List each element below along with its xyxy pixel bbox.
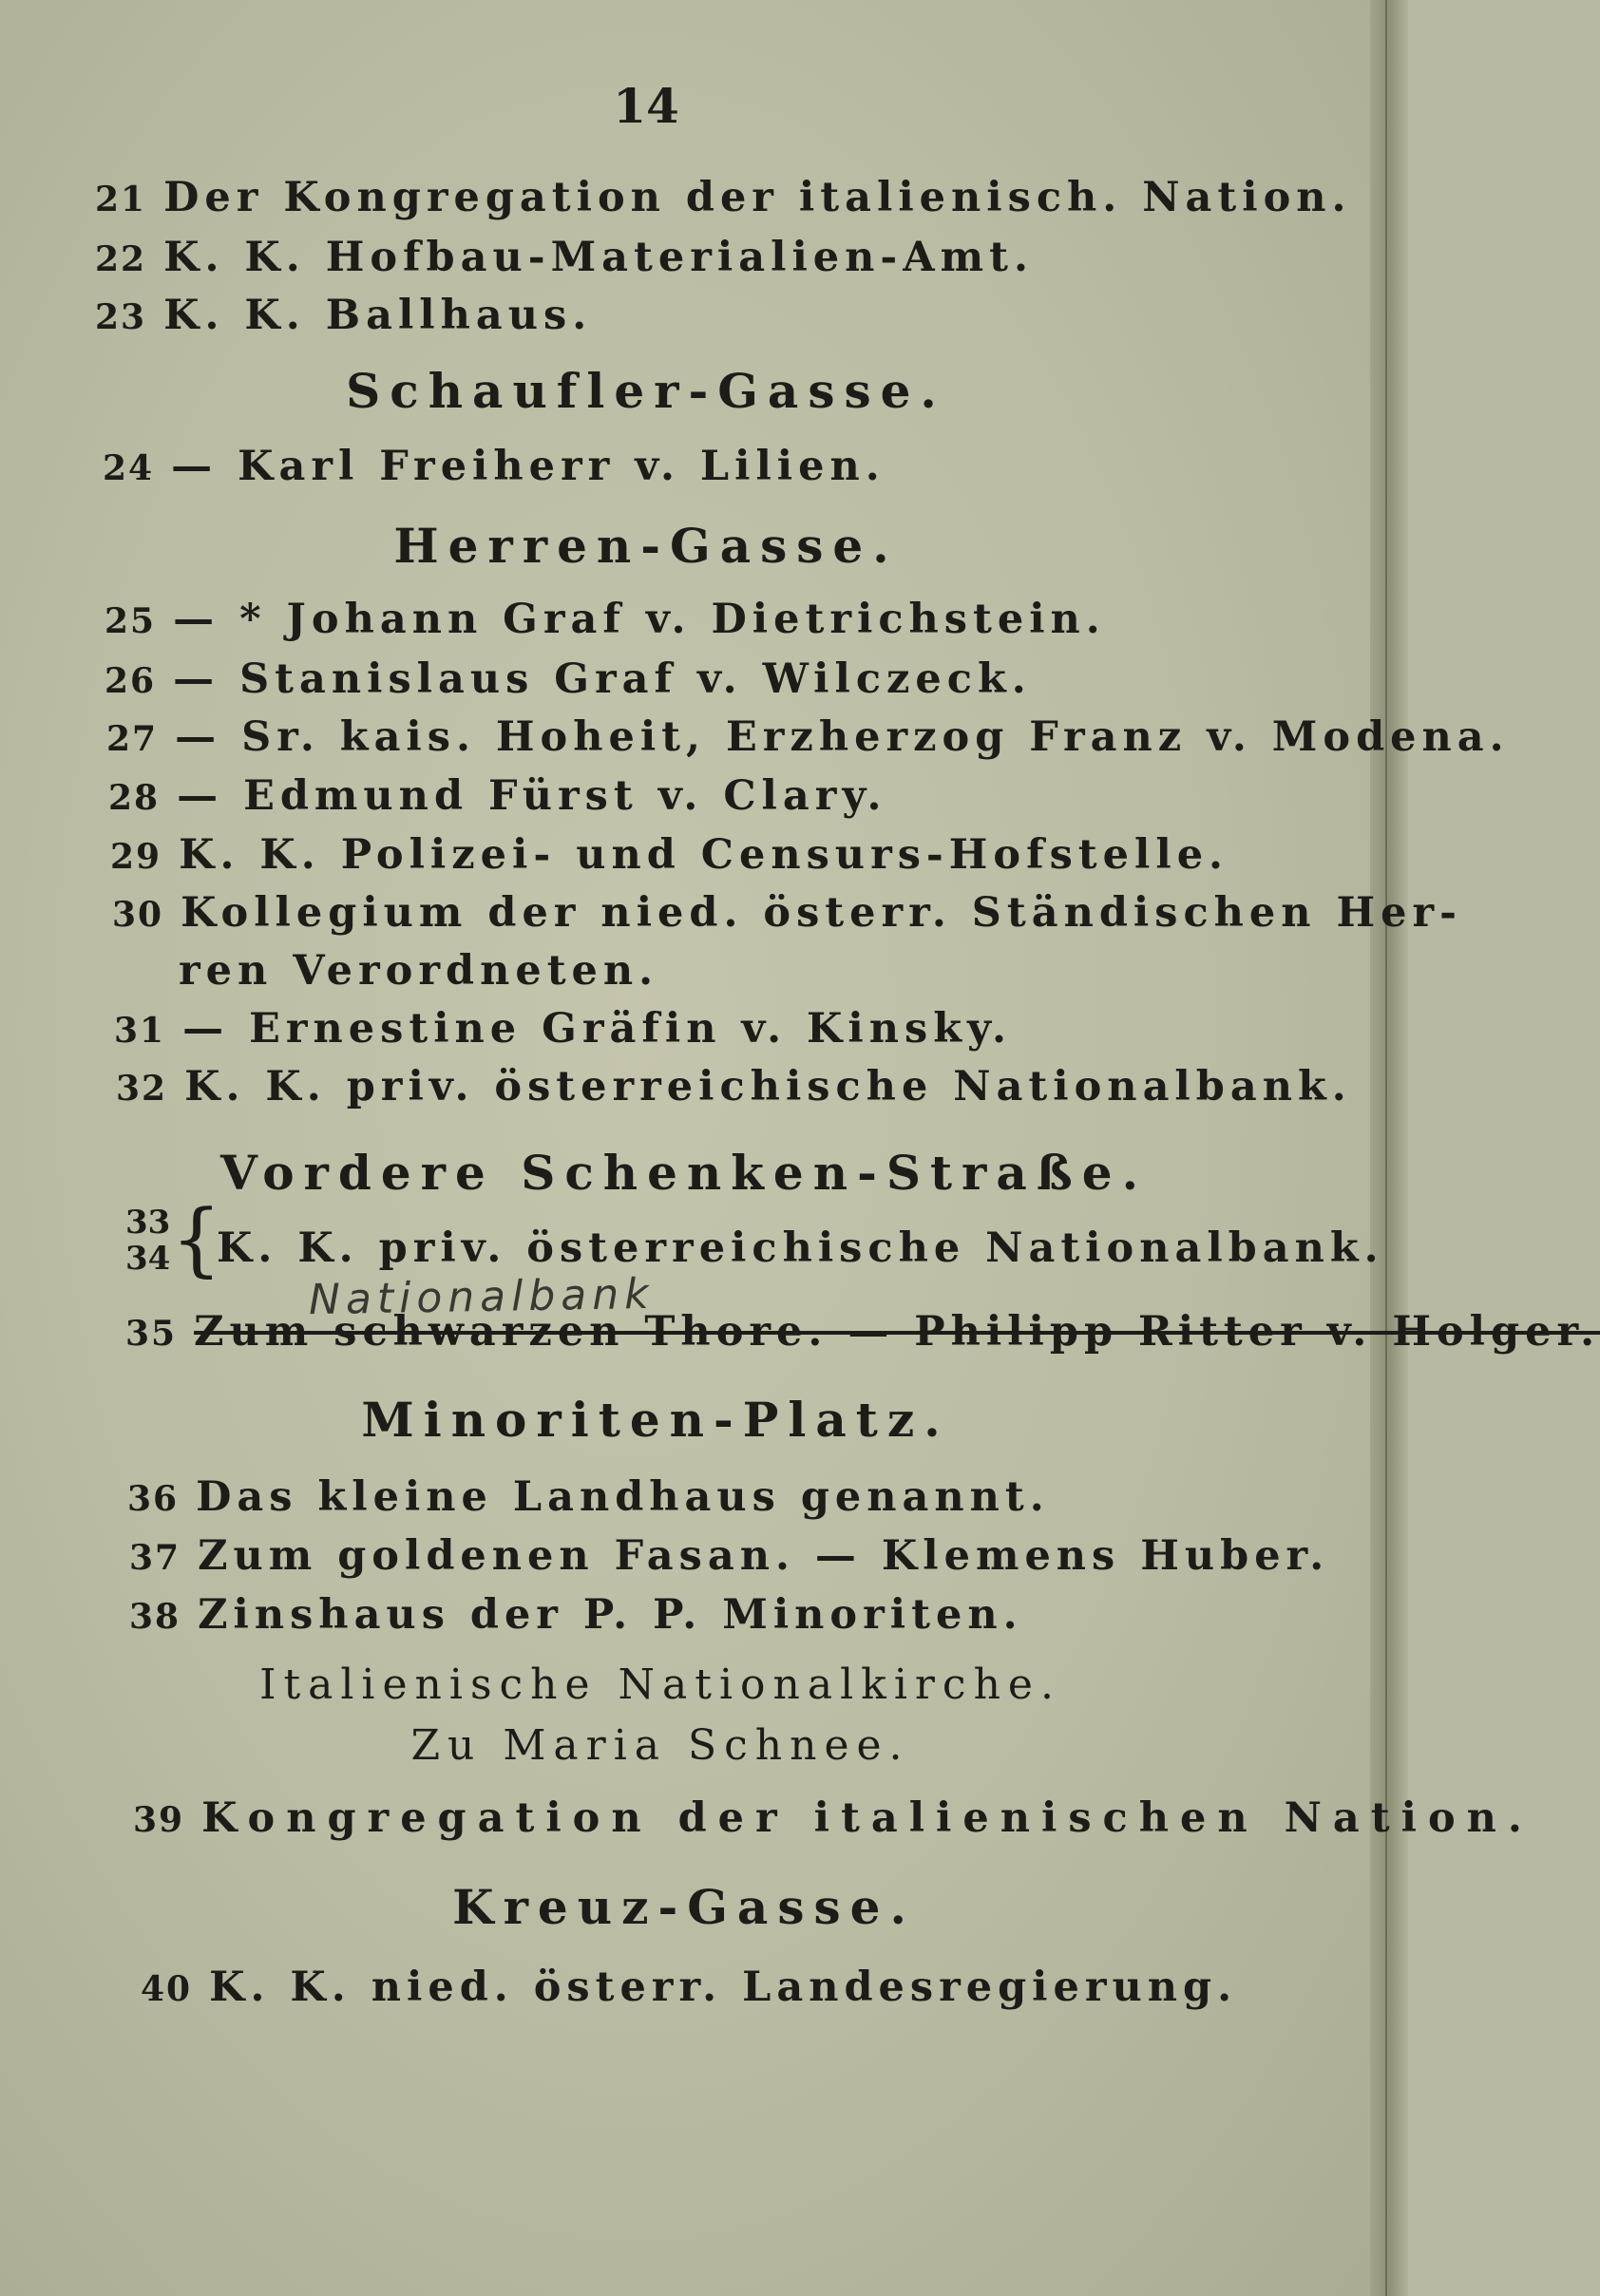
entry-text: ren Verordneten. bbox=[179, 947, 659, 995]
entry-25 bbox=[105, 595, 1106, 646]
entry-text: Kollegium der nied. österr. Ständischen Her- bbox=[181, 889, 1462, 937]
entry-37 bbox=[129, 1531, 1329, 1583]
entry-number: 31 bbox=[114, 1011, 166, 1051]
entry-number: 37 bbox=[129, 1538, 181, 1578]
entry-number: 38 bbox=[129, 1597, 181, 1637]
entry-31 bbox=[114, 1004, 1012, 1055]
entry-40 bbox=[141, 1963, 1237, 2014]
entry-number: 22 bbox=[95, 239, 147, 279]
street-heading: Minoriten-Platz. bbox=[361, 1392, 950, 1448]
entry-29 bbox=[110, 830, 1229, 882]
church-subheading: Zu Maria Schnee. bbox=[410, 1721, 910, 1770]
entry-number: 35 bbox=[125, 1314, 178, 1354]
book-spine bbox=[1370, 0, 1408, 2296]
entry-text: — * Johann Graf v. Dietrichstein. bbox=[173, 596, 1106, 643]
handwritten-annotation: Nationalbank bbox=[308, 1269, 656, 1325]
entry-text: Das kleine Landhaus genannt. bbox=[196, 1473, 1050, 1521]
street-heading: Herren-Gasse. bbox=[393, 518, 899, 574]
entry-text: K. K. priv. österreichische Nationalbank. bbox=[184, 1063, 1352, 1110]
entry-35 bbox=[125, 1307, 1600, 1358]
entry-text: — Stanislaus Graf v. Wilczeck. bbox=[173, 655, 1032, 703]
entry-27 bbox=[106, 712, 1510, 764]
entry-33-34-numbers bbox=[125, 1205, 170, 1277]
entry-26 bbox=[105, 655, 1032, 706]
entry-number: 30 bbox=[112, 895, 164, 935]
entry-text: K. K. Ballhaus. bbox=[163, 292, 593, 339]
entry-28 bbox=[108, 771, 886, 823]
entry-38 bbox=[129, 1590, 1023, 1641]
entry-21 bbox=[95, 173, 1351, 224]
entry-36 bbox=[127, 1472, 1050, 1524]
entry-30 bbox=[112, 888, 1462, 939]
entry-number: 36 bbox=[127, 1479, 180, 1519]
entry-number: 24 bbox=[103, 448, 155, 488]
entry-23 bbox=[95, 291, 592, 342]
entry-text: Zum goldenen Fasan. — Klemens Huber. bbox=[198, 1532, 1330, 1580]
curly-brace-icon: { bbox=[171, 1192, 222, 1285]
entry-text: Kongregation der italienischen Nation. bbox=[201, 1794, 1533, 1842]
entry-text: K. K. Polizei- und Censurs-Hofstelle. bbox=[179, 831, 1229, 879]
entry-text: Zinshaus der P. P. Minoriten. bbox=[198, 1591, 1023, 1639]
entry-number: 21 bbox=[95, 180, 147, 219]
entry-32 bbox=[116, 1062, 1352, 1113]
street-heading: Vordere Schenken-Straße. bbox=[219, 1145, 1148, 1201]
street-heading: Schaufler-Gasse. bbox=[346, 363, 946, 419]
entry-number: 23 bbox=[95, 297, 147, 337]
entry-22 bbox=[95, 233, 1034, 284]
struck-entry-text: Zum schwarzen Thore. — Philipp Ritter v. Holger. bbox=[194, 1308, 1600, 1356]
entry-24 bbox=[103, 442, 886, 493]
entry-33-34 bbox=[217, 1224, 1384, 1273]
entry-number: 33 bbox=[125, 1204, 171, 1242]
entry-text: — Edmund Fürst v. Clary. bbox=[177, 772, 887, 820]
entry-number: 28 bbox=[108, 778, 161, 818]
entry-number: 34 bbox=[125, 1240, 171, 1278]
entry-number: 25 bbox=[105, 601, 157, 641]
spine-fold-line bbox=[1385, 0, 1387, 2296]
entry-number: 26 bbox=[105, 661, 157, 701]
entry-text: K. K. priv. österreichische Nationalbank. bbox=[217, 1224, 1384, 1272]
entry-39 bbox=[133, 1793, 1533, 1845]
entry-text: Der Kongregation der italienisch. Nation. bbox=[163, 174, 1352, 221]
entry-text: K. K. Hofbau-Materialien-Amt. bbox=[163, 234, 1034, 281]
street-heading: Kreuz-Gasse. bbox=[452, 1879, 916, 1935]
entry-text: — Karl Freiherr v. Lilien. bbox=[171, 443, 886, 490]
entry-number: 29 bbox=[110, 837, 162, 877]
entry-number: 32 bbox=[116, 1069, 168, 1109]
entry-text: — Sr. kais. Hoheit, Erzherzog Franz v. Modena. bbox=[175, 713, 1510, 761]
entry-number: 39 bbox=[133, 1800, 185, 1840]
entry-number: 40 bbox=[141, 1969, 193, 2009]
entry-text: — Ernestine Gräfin v. Kinsky. bbox=[182, 1005, 1013, 1053]
entry-number: 27 bbox=[106, 719, 159, 759]
church-heading: Italienische Nationalkirche. bbox=[259, 1660, 1061, 1709]
entry-text: K. K. nied. österr. Landesregierung. bbox=[209, 1964, 1238, 2011]
entry-30-continued bbox=[179, 946, 658, 996]
page-number: 14 bbox=[613, 78, 679, 134]
